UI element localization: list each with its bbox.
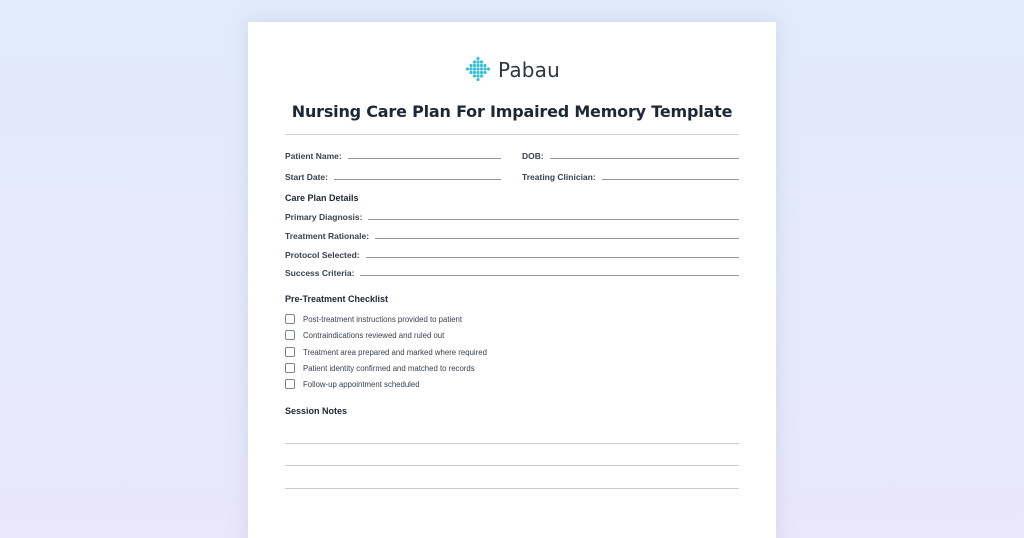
checklist-item-label: Treatment area prepared and marked where required [303,347,487,357]
brand-name: Pabau [497,58,561,82]
checklist-item[interactable] [285,379,420,389]
treatment-rationale-line [375,237,739,239]
success-criteria-field[interactable] [285,268,739,278]
success-criteria-label: Success Criteria: [285,268,355,278]
protocol-selected-line [366,256,739,258]
document-title: Nursing Care Plan For Impaired Memory Template [291,102,733,121]
session-notes-line[interactable] [285,443,739,444]
start-date-field[interactable] [285,172,501,182]
primary-diagnosis-field[interactable] [285,212,739,222]
checkbox[interactable] [285,330,295,340]
checklist-item[interactable] [285,363,475,373]
brand-logo [248,56,776,84]
checklist-item[interactable] [285,347,487,357]
dob-field[interactable] [522,151,739,161]
dob-label: DOB: [522,151,544,161]
checkbox[interactable] [285,379,295,389]
dob-line [550,157,739,159]
checklist-item[interactable] [285,330,444,340]
session-notes-line[interactable] [285,488,739,489]
checklist-heading: Pre-Treatment Checklist [285,294,389,304]
title-divider [285,134,739,135]
treatment-rationale-label: Treatment Rationale: [285,231,370,241]
session-notes-heading: Session Notes [285,406,348,416]
treating-clinician-field[interactable] [522,172,739,182]
checklist-item-label: Contraindications reviewed and ruled out [303,330,445,340]
protocol-selected-label: Protocol Selected: [285,250,360,260]
checklist-item-label: Patient identity confirmed and matched to records [303,363,475,373]
diamond-dots-icon [464,56,492,84]
care-plan-heading: Care Plan Details [285,193,359,203]
patient-name-label: Patient Name: [285,151,342,161]
checkbox[interactable] [285,347,295,357]
protocol-selected-field[interactable] [285,250,739,260]
checkbox[interactable] [285,314,295,324]
primary-diagnosis-label: Primary Diagnosis: [285,212,363,222]
patient-name-line [348,157,501,159]
checkbox[interactable] [285,363,295,373]
checklist-item-label: Follow-up appointment scheduled [303,379,420,389]
patient-name-field[interactable] [285,151,501,161]
start-date-label: Start Date: [285,172,328,182]
checklist-item[interactable] [285,314,462,324]
primary-diagnosis-line [368,218,739,220]
checklist-item-label: Post-treatment instructions provided to patient [303,314,463,324]
treating-clinician-label: Treating Clinician: [522,172,596,182]
session-notes-line[interactable] [285,465,739,466]
treatment-rationale-field[interactable] [285,231,739,241]
start-date-line [334,178,501,180]
document-page [248,22,776,538]
treating-clinician-line [602,178,739,180]
success-criteria-line [360,274,739,276]
